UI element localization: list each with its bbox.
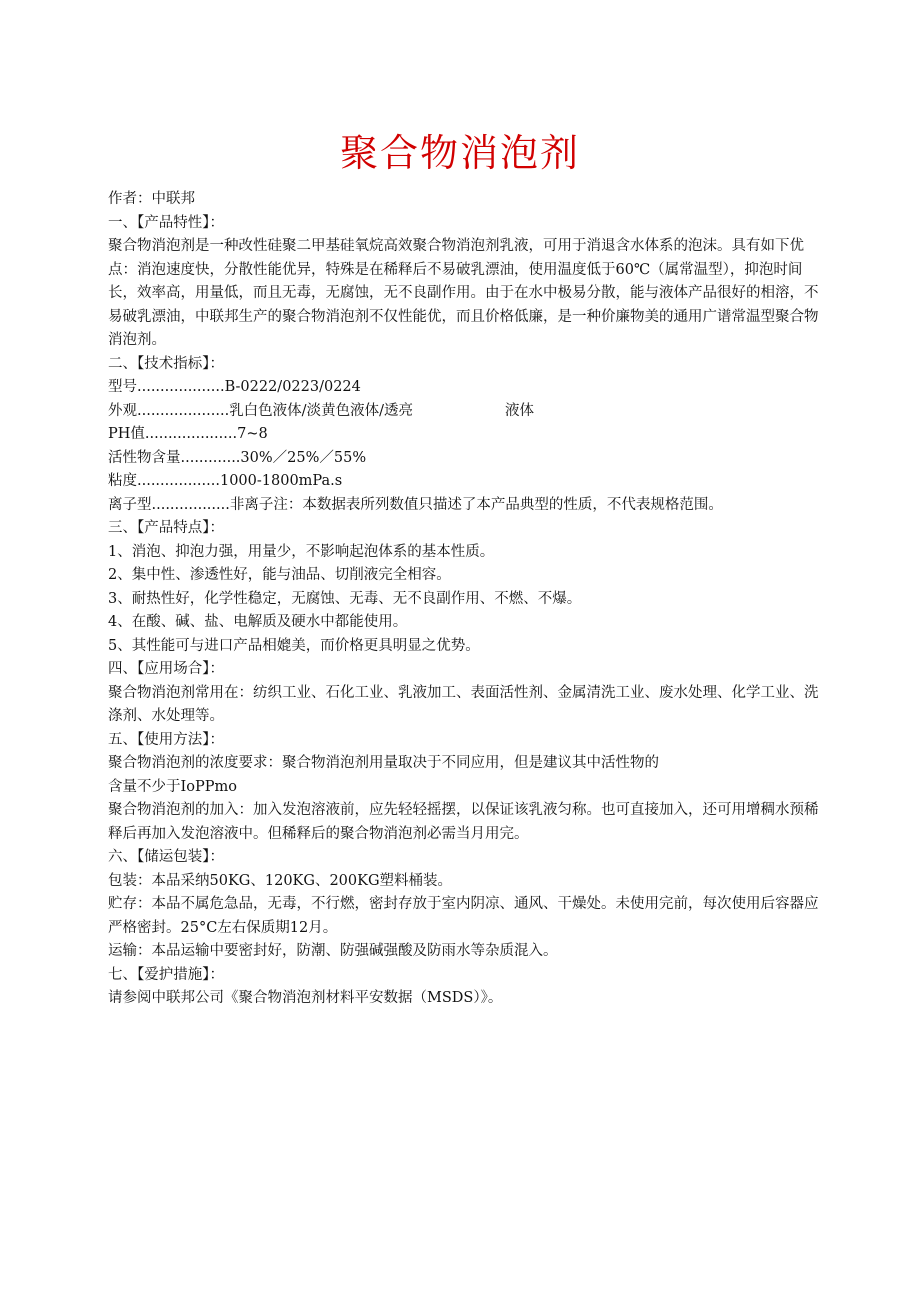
spec-value: 乳白色液体/淡黄色液体/透亮 — [229, 402, 413, 419]
spec-dots: .................... — [137, 402, 230, 419]
feature-item: 2、集中性、渗透性好，能与油品、切削液完全相容。 — [108, 567, 451, 583]
spec-value: 1000-1800mPa.s — [219, 473, 343, 489]
feature-item: 1、消泡、抑泡力强，用量少，不影响起泡体系的基本性质。 — [108, 543, 495, 560]
protection-paragraph: 请参阅中联邦公司《聚合物消泡剂材料平安数据（MSDS）》。 — [108, 990, 503, 1006]
spec-dots: .................... — [144, 426, 238, 442]
feature-item: 4、在酸、碱、盐、电解质及硬水中都能使用。 — [108, 614, 408, 630]
spec-row — [108, 400, 828, 424]
usage-addition: 聚合物消泡剂的加入：加入发泡溶液前，应先轻轻摇摆，以保证该乳液匀称。也可直接加入，还可用增稠水预稀释后再加入发泡溶液中。但稀释后的聚合物消泡剂必需当月用完。 — [108, 802, 819, 842]
spec-row — [108, 470, 828, 494]
spec-row — [108, 447, 828, 471]
section-heading-protection: 七、【爱护措施】： — [108, 966, 224, 983]
section-heading-usage: 五、【使用方法】： — [108, 731, 224, 748]
spec-dots: .................. — [137, 473, 220, 489]
properties-paragraph: 聚合物消泡剂是一种改性硅聚二甲基硅氧烷高效聚合物消泡剂乳液，可用于消退含水体系的泡沫。具有如下优点：消泡速度快，分散性能优异，特殊是在稀释后不易破乳漂油，使用温度低于60℃（属常温型），抑泡时间长，效率高，用量低，而且无毒，无腐蚀，无不良副作用。由于在水中极易分散，能与液体产品很好的相溶，不易破乳漂油，中联邦生产的聚合物消泡剂不仅性能优，而且价格低廉，是一种价廉物美的通用广谱常温型聚合物消泡剂。 — [108, 238, 819, 348]
applications-paragraph: 聚合物消泡剂常用在：纺织工业、石化工业、乳液加工、表面活性剂、金属清洗工业、废水处理、化学工业、洗涤剂、水处理等。 — [108, 684, 819, 724]
feature-item: 5、其性能可与进口产品相媲美，而价格更具明显之优势。 — [108, 637, 480, 654]
spec-dots: ............. — [180, 449, 241, 466]
section-heading-specs: 二、【技术指标】： — [108, 355, 224, 372]
spec-label: 粘度 — [108, 473, 137, 489]
spec-label: 活性物含量 — [108, 449, 181, 466]
spec-value: 30%／25%／55% — [240, 449, 367, 466]
document-body — [108, 188, 828, 1011]
usage-concentration: 聚合物消泡剂的浓度要求：聚合物消泡剂用量取决于不同应用，但是建议其中活性物的 — [108, 755, 659, 771]
feature-item: 3、耐热性好，化学性稳定，无腐蚀、无毒、无不良副作用、不燃、不爆。 — [108, 590, 582, 607]
transport-paragraph: 运输：本品运输中要密封好，防潮、防强碱强酸及防雨水等杂质混入。 — [108, 943, 558, 959]
page-title: 聚合物消泡剂 — [339, 131, 580, 175]
spec-label: PH值 — [108, 426, 145, 442]
author-line: 作者：中联邦 — [108, 191, 195, 207]
spec-label: 外观 — [108, 402, 137, 419]
section-heading-features: 三、【产品特点】： — [108, 520, 224, 536]
spec-dots: ................. — [151, 496, 230, 513]
packing-paragraph: 包装：本品采纳50KG、120KG、200KG塑料桶装。 — [108, 872, 453, 889]
spec-dots: ................... — [137, 379, 225, 395]
usage-content: 含量不少于IoPPmo — [108, 778, 237, 795]
spec-row — [108, 376, 828, 400]
section-heading-properties: 一、【产品特性】： — [108, 214, 224, 231]
storage-paragraph: 贮存：本品不属危急品，无毒，不行燃，密封存放于室内阴凉、通风、干燥处。未使用完前，每次使用后容器应严格密封。25°C左右保质期12月。 — [108, 896, 819, 936]
section-heading-applications: 四、【应用场合】： — [108, 661, 224, 677]
spec-row — [108, 423, 828, 447]
spec-label: 离子型 — [108, 496, 152, 513]
spec-value: B-0222/0223/0224 — [224, 379, 361, 395]
spec-row — [108, 494, 828, 518]
spec-value: 7~8 — [237, 426, 268, 442]
spec-list — [108, 376, 828, 517]
spec-extra: 液体 — [504, 402, 534, 419]
section-heading-storage: 六、【储运包装】： — [108, 849, 224, 865]
spec-value: 非离子注：本数据表所列数值只描述了本产品典型的性质，不代表规格范围。 — [229, 496, 723, 513]
spec-label: 型号 — [108, 379, 137, 395]
